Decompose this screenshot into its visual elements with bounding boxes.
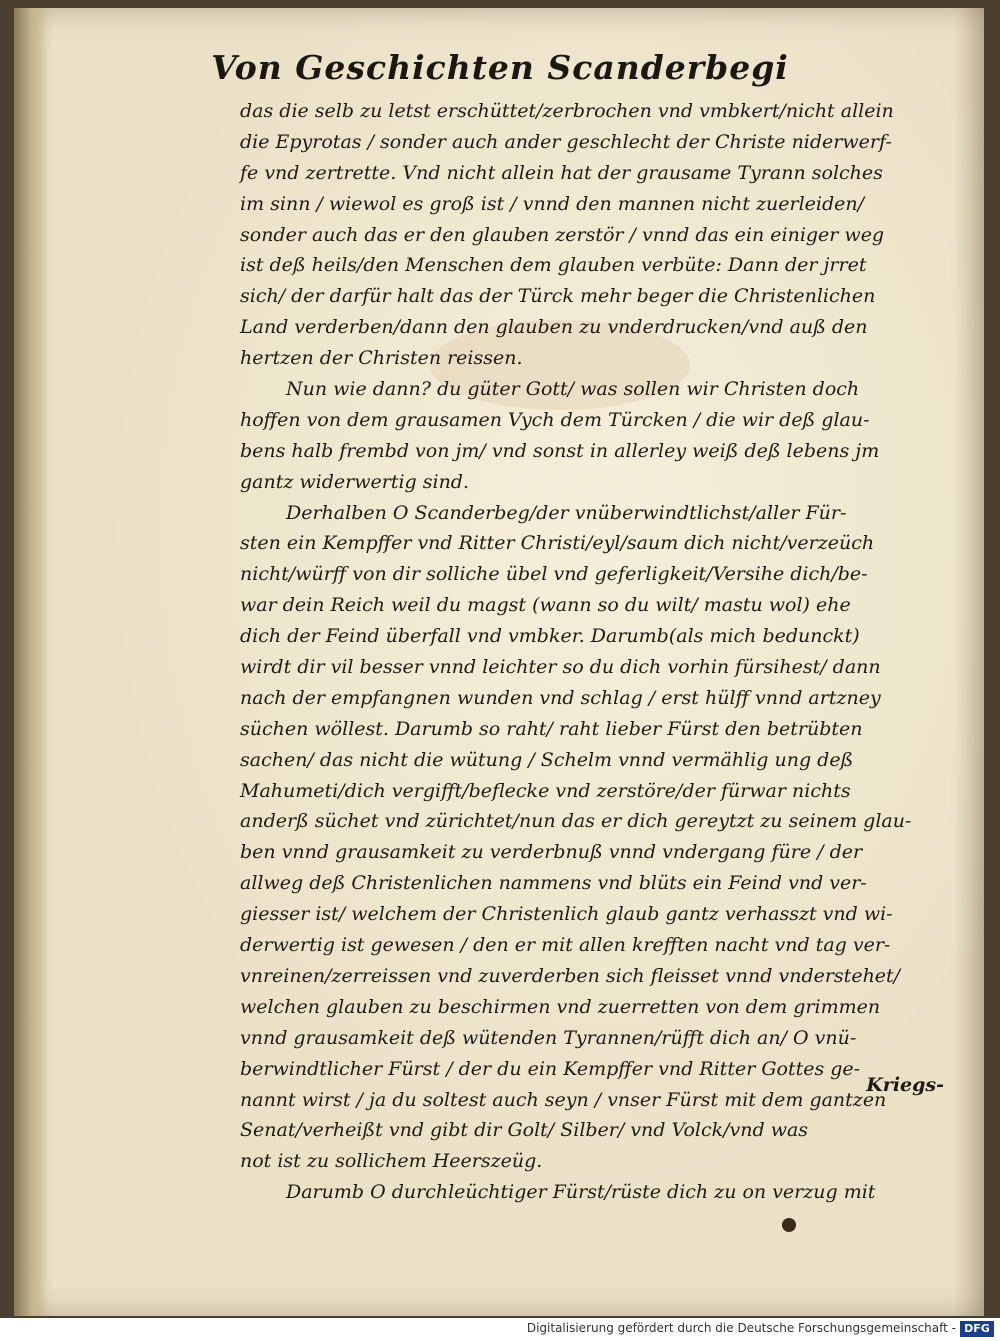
- page-title: Von Geschichten Scanderbegi: [211, 48, 789, 87]
- text-line: wirdt dir vil besser vnnd leichter so du dich vorhin fürsihest/ dann: [240, 656, 881, 679]
- text-line: bens halb frembd von jm/ vnd sonst in allerley weiß deß lebens jm: [240, 439, 880, 462]
- text-line: welchen glauben zu beschirmen vnd zuerretten von dem grimmen: [240, 995, 881, 1018]
- text-line: vnnd grausamkeit deß wütenden Tyrannen/rüfft dich an/ O vnü-: [240, 1026, 857, 1049]
- text-line: Darumb O durchleüchtiger Fürst/rüste dich zu on verzug mit: [286, 1181, 876, 1204]
- text-line: nach der empfangnen wunden vnd schlag / erst hülff vnnd artzney: [240, 686, 881, 709]
- text-line: nannt wirst / ja du soltest auch seyn / vnser Fürst mit dem gantzen: [240, 1088, 887, 1111]
- ink-dot: [782, 1218, 796, 1232]
- text-line: sachen/ das nicht die wütung / Schelm vnnd vermählig ung deß: [240, 748, 854, 771]
- dfg-logo-icon: DFG: [960, 1321, 994, 1337]
- footer-credit: Digitalisierung gefördert durch die Deutsche Forschungsgemeinschaft -: [526, 1321, 956, 1335]
- text-line: Mahumeti/dich vergifft/beflecke vnd zerstöre/der fürwar nichts: [240, 779, 851, 802]
- text-line: allweg deß Christenlichen nammens vnd blüts ein Feind vnd ver-: [240, 872, 867, 895]
- text-line: hertzen der Christen reissen.: [240, 347, 523, 370]
- text-line: anderß süchet vnd zürichtet/nun das er dich gereytzt zu seinem glau-: [240, 810, 912, 833]
- text-line: die Epyrotas / sonder auch ander geschlecht der Christe niderwerf-: [240, 130, 892, 153]
- text-line: Land verderben/dann den glauben zu vnderdrucken/vnd auß den: [240, 316, 868, 339]
- catchword: Kriegs-: [866, 1074, 944, 1096]
- text-line: Senat/verheißt vnd gibt dir Golt/ Silber/ vnd Volck/vnd was: [240, 1119, 809, 1142]
- text-line: Derhalben O Scanderbeg/der vnüberwindtlichst/aller Für-: [286, 501, 847, 524]
- digitization-footer: [0, 1318, 1000, 1341]
- body-text: [240, 96, 950, 1208]
- text-line: giesser ist/ welchem der Christenlich glaub gantz verhasszt vnd wi-: [240, 903, 893, 926]
- text-line: ist deß heils/den Menschen dem glauben verbüte: Dann der jrret: [240, 254, 867, 277]
- page-gutter-shadow: [14, 8, 46, 1316]
- text-line: derwertig ist gewesen / den er mit allen krefften nacht vnd tag ver-: [240, 934, 891, 957]
- text-line: sonder auch das er den glauben zerstör / vnnd das ein einiger weg: [240, 223, 885, 246]
- text-line: nicht/würff von dir solliche übel vnd geferligkeit/Versihe dich/be-: [240, 563, 868, 586]
- text-line: not ist zu sollichem Heerszeüg.: [240, 1150, 543, 1173]
- text-line: fe vnd zertrette. Vnd nicht allein hat der grausame Tyrann solches: [240, 161, 883, 184]
- text-line: sich/ der darfür halt das der Türck mehr beger die Christenlichen: [240, 285, 876, 308]
- text-line: hoffen von dem grausamen Vych dem Türcken / die wir deß glau-: [240, 408, 870, 431]
- text-line: das die selb zu letst erschüttet/zerbrochen vnd vmbkert/nicht allein: [240, 100, 894, 122]
- text-line: dich der Feind überfall vnd vmbker. Darumb(als mich bedunckt): [240, 625, 860, 648]
- text-line: im sinn / wiewol es groß ist / vnnd den mannen nicht zuerleiden/: [240, 192, 865, 215]
- text-line: gantz widerwertig sind.: [240, 470, 470, 493]
- text-line: war dein Reich weil du magst (wann so du wilt/ mastu wol) ehe: [240, 594, 851, 617]
- text-line: vnreinen/zerreissen vnd zuverderben sich fleisset vnnd vnderstehet/: [240, 964, 901, 987]
- text-line: berwindtlicher Fürst / der du ein Kempffer vnd Ritter Gottes ge-: [240, 1057, 861, 1080]
- text-line: sten ein Kempffer vnd Ritter Christi/eyl/saum dich nicht/verzeüch: [240, 532, 875, 555]
- text-line: Nun wie dann? du güter Gott/ was sollen wir Christen doch: [286, 378, 860, 401]
- text-line: süchen wöllest. Darumb so raht/ raht lieber Fürst den betrübten: [240, 717, 863, 740]
- text-line: ben vnnd grausamkeit zu verderbnuß vnnd vndergang füre / der: [240, 841, 863, 864]
